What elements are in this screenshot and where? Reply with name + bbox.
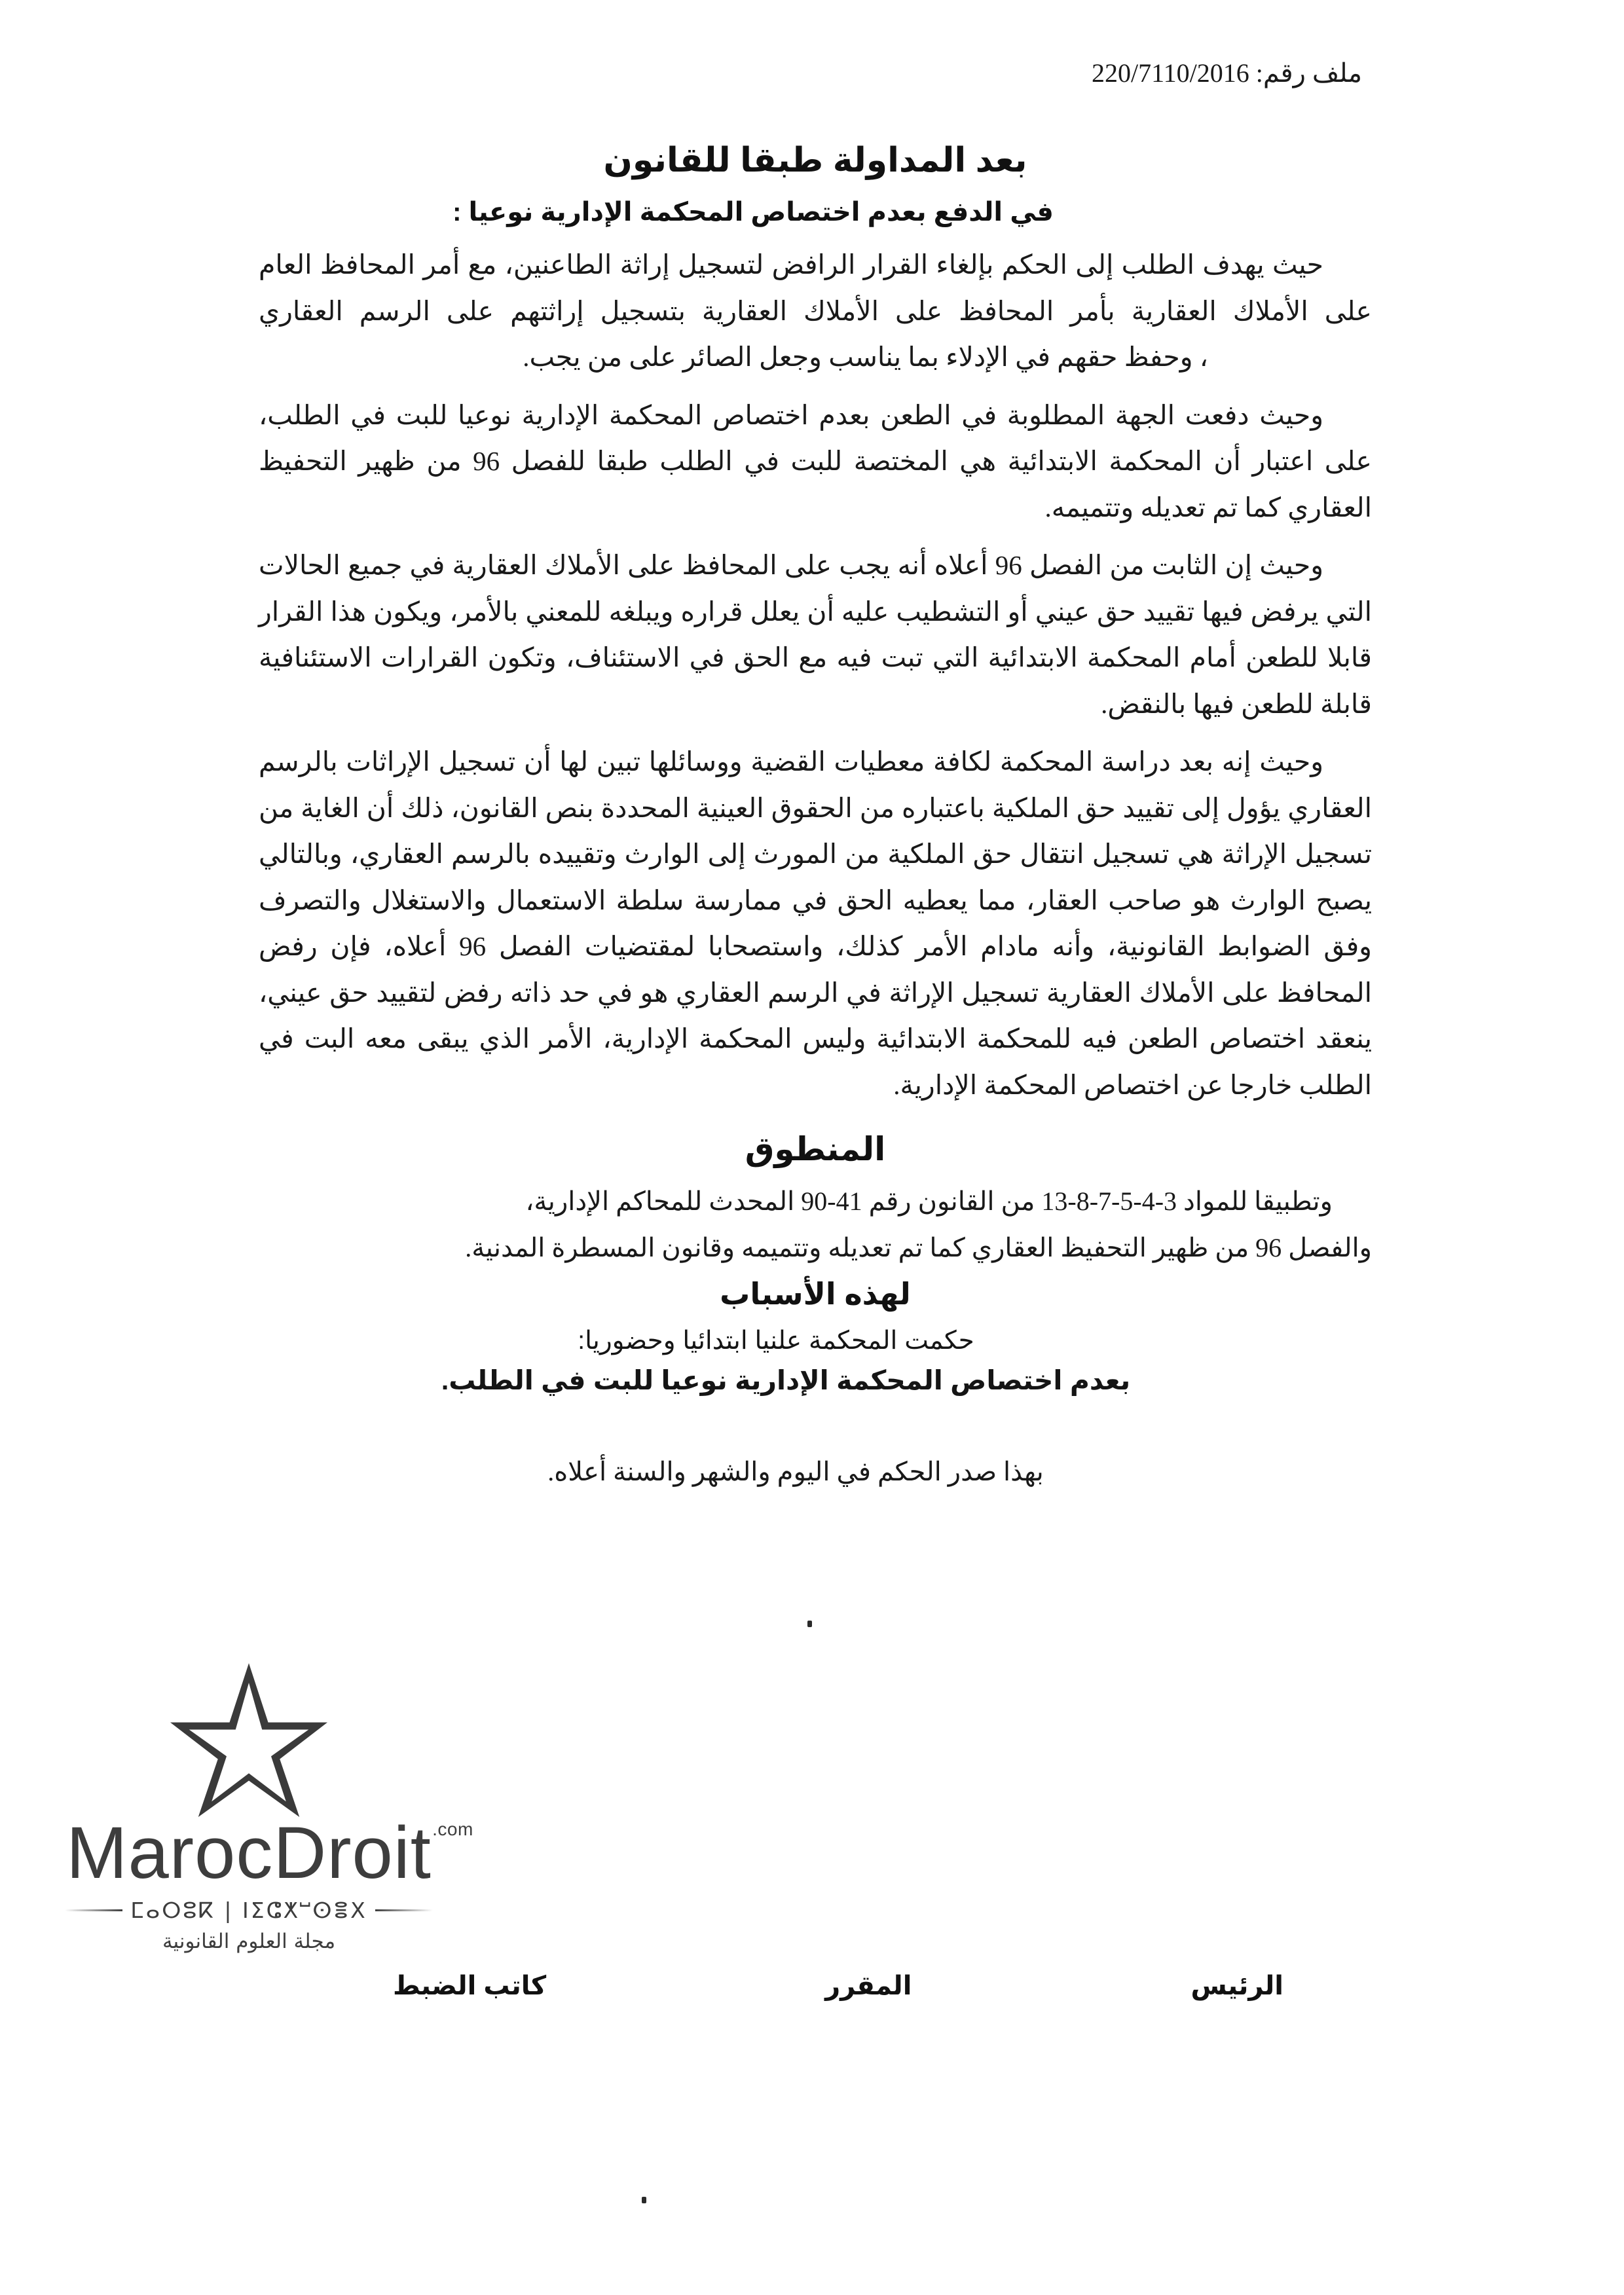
document-title: بعد المداولة طبقا للقانون — [603, 141, 1027, 179]
brand-name: MarocDroit — [66, 1812, 432, 1894]
signature-clerk: كاتب الضبط — [393, 1972, 547, 2000]
rule-right — [375, 1909, 433, 1911]
paragraph-4: وحيث إنه بعد دراسة المحكمة لكافة معطيات القضية ووسائلها تبين لها أن تسجيل الإراثات بالرسم العقاري يؤول إلى تقييد حق الملكية باعتباره من الحقوق العينية المحددة بنص القانون، ذلك أن الغاية من تسجيل الإراثة هي تسجيل انتقال حق الملكية من المورث إلى الوارث وتقييده بالرسم العقاري، وبالتالي يصبح الوارث هو صاحب العقار، مما يعطيه الحق في ممارسة سلطة الاستعمال والاستغلال والتصرف وفق الضوابط القانونية، وأنه مادام الأمر كذلك، واستصحابا لمقتضيات الفصل 96 أعلاه، فإن رفض المحافظ على الأملاك العقارية تسجيل الإراثة في الرسم العقاري هو في حد ذاته رفض لتقييد حق عيني، ينعقد اختصاص الطعن فيه للمحكمة الابتدائية وليس المحكمة الإدارية، الأمر الذي يبقى معه البت في الطلب خارجا عن اختصاص المحكمة الإدارية. — [259, 746, 1372, 1100]
paragraph-1 — [259, 242, 1372, 380]
tifinagh-row — [46, 1898, 452, 1923]
closing-statement: بهذا صدر الحكم في اليوم والشهر والسنة أعلاه. — [547, 1457, 1044, 1487]
citation-line-1: وتطبيقا للمواد 3-4-5-7-8-13 من القانون رقم 41-90 المحدث للمحاكم الإدارية، — [525, 1186, 1333, 1217]
reasons-heading: لهذه الأسباب — [720, 1277, 911, 1312]
ruling-intro: حكمت المحكمة علنيا ابتدائيا وحضوريا: — [578, 1327, 974, 1355]
paragraph-1-text: حيث يهدف الطلب إلى الحكم بإلغاء القرار الرافض لتسجيل إراثة الطاعنين، مع أمر المحافظ العام على الأملاك العقارية بأمر المحافظ على الأملاك العقارية بتسجيل إراثتهم على الرسم العقاري — [259, 249, 1372, 326]
stray-mark-1 — [807, 1621, 812, 1627]
moroccan-star-icon — [167, 1657, 331, 1820]
paragraph-3: وحيث إن الثابت من الفصل 96 أعلاه أنه يجب على المحافظ على الأملاك العقارية في جميع الحالات التي يرفض فيها تقييد حق عيني أو التشطيب عليه أن يعلل قراره ويبلغه للمعني بالأمر، ويكون هذا القرار قابلا للطعن أمام المحكمة الابتدائية التي تبت فيه مع الحق في الاستئناف، وتكون القرارات الاستئنافية قابلة للطعن فيها بالنقض. — [259, 550, 1372, 719]
document-subtitle: في الدفع بعدم اختصاص المحكمة الإدارية نوعيا : — [452, 198, 1054, 227]
marocdroit-watermark — [46, 1657, 473, 1953]
paragraph-2: وحيث دفعت الجهة المطلوبة في الطعن بعدم اختصاص المحكمة الإدارية نوعيا للبت في الطلب، على اعتبار أن المحكمة الابتدائية هي المختصة للبت في الطلب طبقا للفصل 96 من ظهير التحفيظ العقاري كما تم تعديله وتتميمه. — [259, 399, 1372, 523]
brand-tld: .com — [432, 1819, 473, 1839]
signature-row — [393, 1971, 1283, 2001]
rule-left — [65, 1909, 122, 1911]
signature-rapporteur: المقرر — [825, 1972, 912, 2000]
stray-mark-2 — [642, 2197, 646, 2203]
file-reference: ملف رقم: 220/7110/2016 — [1092, 58, 1362, 88]
signature-president: الرئيس — [1190, 1972, 1283, 2000]
mantouq-heading: المنطوق — [745, 1131, 886, 1168]
tifinagh-text: ⵎⴰⵔⵓⴽ | ⵏⵉⵛⵅⵯⵙⴻⵝ — [130, 1898, 367, 1923]
ruling-decision: بعدم اختصاص المحكمة الإدارية نوعيا للبت في الطلب. — [441, 1365, 1131, 1396]
paragraph-1-tail: ، وحفظ حقهم في الإدلاء بما يناسب وجعل الصائر على من يجب. — [523, 342, 1208, 373]
brand-tagline: مجلة العلوم القانونية — [162, 1930, 336, 1953]
brand-wordmark — [66, 1812, 473, 1894]
document-body — [259, 141, 1372, 1487]
citation-line-2: والفصل 96 من ظهير التحفيظ العقاري كما تم تعديله وتتميمه وقانون المسطرة المدنية. — [465, 1232, 1372, 1262]
